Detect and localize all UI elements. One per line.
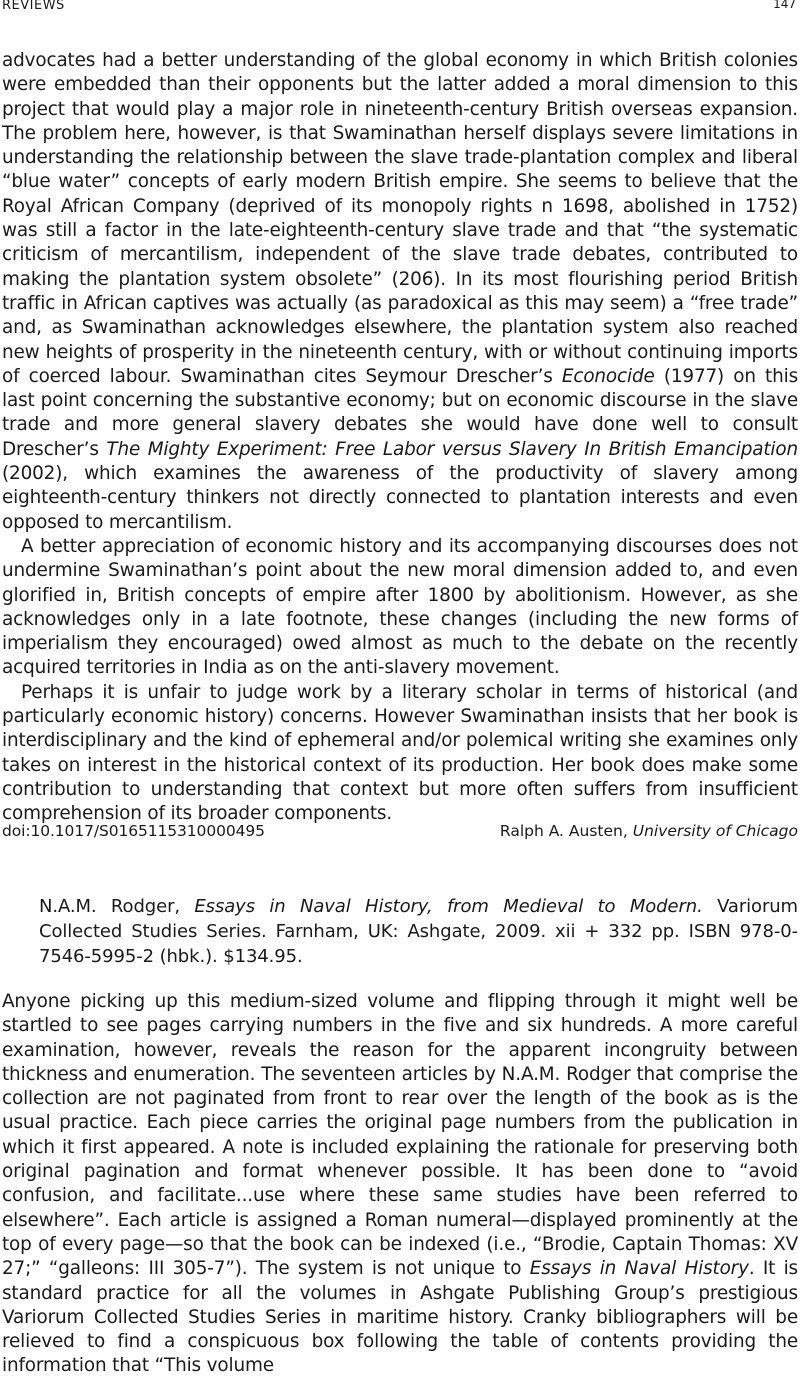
paragraph: Perhaps it is unfair to judge work by a literary scholar in terms of historical (and particularly economic history) concerns. However Swaminathan insists that her book is interdisciplinary and the kind of ephemeral and/or polemical writing she examines only takes on interest in the historical context of its production. Her book does make some contribution to understanding that context but more often suffers from insufficient comprehension of its broader components. bbox=[2, 681, 798, 825]
citation-details: Variorum Collected Studies Series. Farnham, UK: Ashgate, 2009. xii + 332 pp. ISBN 978-0-7546-5995-2 (hbk.). $134.95. bbox=[39, 896, 798, 967]
review-body-rodger bbox=[2, 990, 798, 1379]
citation-author: N.A.M. Rodger, bbox=[39, 896, 195, 917]
running-head: REVIEWS bbox=[2, 0, 65, 13]
reviewer-signature: Ralph A. Austen, University of Chicago bbox=[499, 822, 798, 840]
book-title-essays: Essays in Naval History bbox=[529, 1258, 749, 1280]
paragraph: Anyone picking up this medium-sized volume and flipping through it might well be startled to see pages carrying numbers in the five and six hundreds. A more careful examination, however, reveals the reason for the apparent incongruity between thickness and enumeration. The seventeen articles by N.A.M. Rodger that comprise the collection are not paginated from front to rear over the length of the book as is the usual practice. Each piece carries the original page numbers from the publication in which it first appeared. A note is included explaining the rationale for preserving both original pagination and format whenever possible. It has been done to “avoid confusion, and facilitate...use where these same studies have been referred to elsewhere”. Each article is assigned a Roman numeral—displayed prominently at the top of every page—so that the book can be indexed (i.e., “Brodie, Captain Thomas: XV 27;” “galleons: III 305-7”). The system is not unique to Essays in Naval History. It is standard practice for all the volumes in Ashgate Publishing Group’s prestigious Variorum Collected Studies Series in maritime history. Cranky bibliographers will be relieved to find a conspicuous box following the table of contents providing the information that “This volume bbox=[2, 991, 798, 1377]
doi-link[interactable]: doi:10.1017/S0165115310000495 bbox=[2, 822, 265, 840]
page-number: 147 bbox=[773, 0, 796, 11]
book-title-mighty-experiment: The Mighty Experiment: Free Labor versus Slavery In British Emancipation bbox=[106, 438, 798, 460]
review-body-austen bbox=[2, 49, 798, 827]
reviewer-affiliation: University of Chicago bbox=[632, 822, 798, 840]
review-footer bbox=[2, 822, 798, 846]
paragraph: A better appreciation of economic history and its accompanying discourses does not undermine Swaminathan’s point about the new moral dimension added to, and even glorified in, British concepts of empire after 1800 by abolitionism. However, as she acknowledges only in a late footnote, these changes (including the new forms of imperialism they encouraged) owed almost as much to the debate on the recently acquired territories in India as on the anti-slavery movement. bbox=[2, 535, 798, 679]
paragraph: advocates had a better understanding of the global economy in which British colonies were embedded than their opponents but the latter added a moral dimension to this project that would play a major role in nineteenth-century British overseas expansion. The problem here, however, is that Swaminathan herself displays severe limitations in understanding the relationship between the slave trade-plantation complex and liberal “blue water” concepts of early modern British empire. She seems to believe that the Royal African Company (deprived of its monopoly rights n 1698, abolished in 1752) was still a factor in the late-eighteenth-century slave trade and that “the systematic criticism of mercantilism, independent of the slave trade debates, contributed to making the plantation system obsolete” (206). In its most flourishing period British traffic in African captives was actually (as paradoxical as this may seem) a “free trade” and, as Swaminathan acknowledges elsewhere, the plantation system also reached new heights of prosperity in the nineteenth century, with or without continuing imports of coerced labour. Swaminathan cites Seymour Drescher’s Econocide (1977) on this last point concerning the substantive economy; but on economic discourse in the slave trade and more general slavery debates she would have done well to consult Drescher’s The Mighty Experiment: Free Labor versus Slavery In British Emancipation (2002), which examines the awareness of the productivity of slavery among eighteenth-century thinkers not directly connected to plantation interests and even opposed to mercantilism. bbox=[2, 50, 799, 533]
citation-title: Essays in Naval History, from Medieval to Modern. bbox=[194, 896, 703, 917]
book-citation-rodger bbox=[39, 894, 798, 969]
page-header bbox=[2, 0, 796, 20]
book-title-econocide: Econocide bbox=[561, 365, 655, 387]
